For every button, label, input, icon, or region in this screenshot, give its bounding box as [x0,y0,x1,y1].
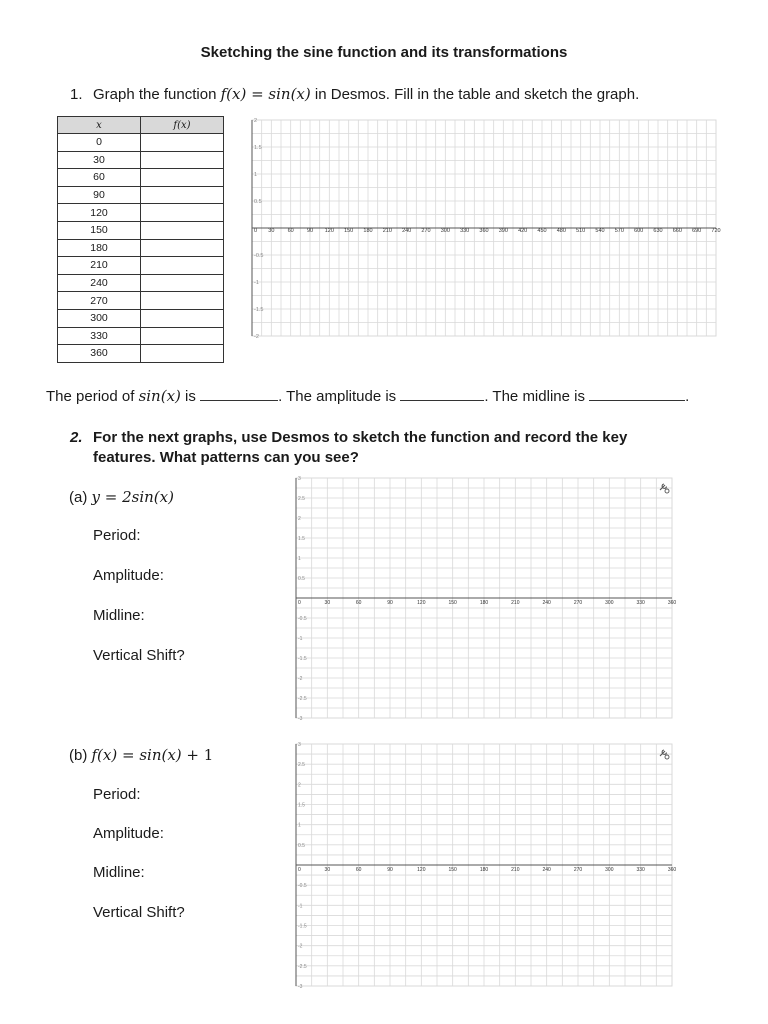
x-tick-label: 360 [667,867,677,873]
y-tick-label: 1.5 [298,802,305,809]
y-tick-label: 1 [298,556,301,562]
part-a-lhs: y [91,488,100,506]
x-tick-label: 60 [287,228,294,234]
x-tick-label: 480 [556,228,566,234]
y-tick-label: 0.5 [254,199,262,205]
midline-blank[interactable] [589,388,685,401]
x-tick-label: 240 [402,228,412,234]
table-row [58,327,224,345]
table-row [58,151,224,169]
y-tick-label: 2 [254,118,258,124]
table-cell-fx[interactable] [141,239,224,257]
table-cell-fx[interactable] [141,327,224,345]
table-row [58,204,224,222]
part-b-amplitude-label: Amplitude: [93,825,164,842]
table-cell-x: 180 [58,239,141,257]
y-tick-label: -2 [298,943,303,950]
x-tick-label: 120 [417,867,426,873]
x-tick-label: 210 [382,228,392,234]
table-cell-fx[interactable] [141,257,224,275]
y-tick-label: 1.5 [298,536,305,542]
table-cell-fx[interactable] [141,151,224,169]
y-tick-label: -1.5 [298,656,307,662]
question-1-func-rhs: sin(x) [268,85,311,103]
values-table-header-row [58,117,224,134]
y-tick-label: -3 [298,984,303,990]
x-tick-label: 450 [537,228,547,234]
x-tick-label: 180 [363,228,373,234]
x-tick-label: 150 [448,600,457,606]
period-func: sin(x) [138,387,181,405]
part-b-rhs: sin(x) [139,746,182,764]
x-tick-label: 240 [542,867,551,873]
table-cell-fx[interactable] [141,134,224,152]
x-tick-label: 300 [440,228,450,234]
y-tick-label: 1.5 [254,145,262,151]
part-b-equation [69,746,213,764]
period-blank[interactable] [200,388,278,401]
part-a-equals: = [99,488,123,506]
table-cell-x: 240 [58,274,141,292]
table-cell-fx[interactable] [141,274,224,292]
x-tick-label: 30 [268,228,275,234]
part-a-label: (a) [69,489,92,506]
period-sentence [46,387,689,405]
x-tick-label: 330 [460,228,470,234]
values-table [57,116,224,363]
table-cell-x: 30 [58,151,141,169]
x-tick-label: 270 [573,867,583,873]
y-tick-label: -1 [298,636,303,642]
part-a-period-label: Period: [93,527,141,544]
question-1 [70,85,639,103]
y-tick-label: -0.5 [298,883,307,890]
table-cell-x: 150 [58,221,141,239]
x-tick-label: 90 [306,228,314,234]
x-tick-label: 720 [711,228,721,234]
table-cell-fx[interactable] [141,345,224,363]
period-text-1: The period of [46,388,139,405]
question-1-number: 1. [70,86,83,103]
part-a-rhs: 2sin(x) [122,488,174,506]
y-tick-label: 2.5 [298,762,305,769]
x-tick-label: 390 [498,228,508,234]
table-row [58,274,224,292]
x-tick-label: 360 [479,228,489,234]
table-cell-x: 0 [58,134,141,152]
y-tick-label: -0.5 [254,253,264,259]
x-tick-label: 150 [448,867,457,873]
table-cell-fx[interactable] [141,221,224,239]
part-b-equals: = [117,746,140,764]
x-tick-label: 180 [479,600,489,606]
x-tick-label: 660 [672,228,682,234]
part-b-midline-label: Midline: [93,864,145,881]
wrench-icon [660,750,669,759]
table-cell-fx[interactable] [141,309,224,327]
part-a-midline-label: Midline: [93,607,145,624]
table-row [58,169,224,187]
table-cell-x: 270 [58,292,141,310]
question-1-text-before: Graph the function [93,86,221,103]
x-tick-label: 30 [324,867,331,873]
table-cell-x: 60 [58,169,141,187]
x-tick-label: 0 [298,867,301,873]
x-tick-label: 300 [605,867,614,873]
table-header-x: x [58,117,141,134]
table-row [58,292,224,310]
y-tick-label: 2.5 [298,496,305,502]
x-tick-label: 120 [417,600,426,606]
x-tick-label: 240 [542,600,551,606]
x-tick-label: 360 [667,600,677,606]
x-tick-label: 90 [387,867,393,873]
y-tick-label: 0.5 [298,576,305,582]
part-b-period-label: Period: [93,786,141,803]
x-tick-label: 630 [653,228,663,234]
x-tick-label: 540 [595,228,605,234]
x-tick-label: 330 [636,867,645,873]
x-tick-label: 300 [605,600,614,606]
table-row [58,257,224,275]
x-tick-label: 0 [298,600,301,606]
table-row [58,134,224,152]
y-tick-label: 3 [298,742,301,748]
x-tick-label: 690 [692,228,702,234]
table-cell-x: 330 [58,327,141,345]
period-text-2: is [180,388,201,405]
x-tick-label: 420 [518,228,528,234]
x-tick-label: 180 [479,867,489,873]
y-tick-label: 1 [298,822,301,829]
x-tick-label: 330 [636,600,645,606]
table-cell-x: 210 [58,257,141,275]
table-cell-fx[interactable] [141,169,224,187]
y-tick-label: -2 [298,676,303,682]
table-header-fx: f(x) [141,117,224,134]
y-tick-label: -1.5 [254,307,264,313]
amplitude-blank[interactable] [400,388,484,401]
wrench-icon [660,484,669,493]
table-row [58,221,224,239]
y-tick-label: -0.5 [298,616,307,622]
question-1-text-after: in Desmos. Fill in the table and sketch the graph. [310,86,640,103]
period-text-5: . [685,388,690,405]
question-1-func-lhs: f(x) [220,85,247,103]
table-row [58,309,224,327]
y-tick-label: -2.5 [298,963,307,970]
graph-1-grid[interactable] [248,118,721,340]
y-tick-label: -2 [254,334,259,340]
question-2-line-2: features. What patterns can you see? [93,449,359,466]
x-tick-label: 510 [576,228,586,234]
table-cell-fx[interactable] [141,292,224,310]
table-row [58,345,224,363]
x-tick-label: 270 [421,228,431,234]
x-tick-label: 150 [344,228,354,234]
x-tick-label: 30 [324,600,331,606]
values-table-body [58,134,224,363]
y-tick-label: -1 [298,903,303,910]
table-cell-fx[interactable] [141,204,224,222]
x-tick-label: 120 [324,228,334,234]
part-a-equation [69,488,174,506]
table-cell-x: 120 [58,204,141,222]
question-1-equals: = [246,85,269,103]
graph-a-grid[interactable] [290,476,677,722]
question-2-line-1: For the next graphs, use Desmos to sketch the function and record the key [93,429,628,446]
x-tick-label: 210 [511,867,520,873]
part-b-const: 1 [203,746,214,764]
part-b-lhs: f(x) [91,746,118,764]
y-tick-label: -1 [254,280,259,286]
x-tick-label: 90 [387,600,393,606]
x-tick-label: 60 [355,600,362,606]
y-tick-label: -3 [298,716,303,722]
question-2 [70,428,690,468]
part-b-vertical-shift-label: Vertical Shift? [93,904,185,921]
part-b-label: (b) [69,747,92,764]
table-cell-x: 360 [58,345,141,363]
x-tick-label: 270 [573,600,583,606]
table-cell-x: 90 [58,186,141,204]
part-a-vertical-shift-label: Vertical Shift? [93,647,185,664]
y-tick-label: 1 [254,172,258,178]
graph-b-grid[interactable] [290,742,677,990]
table-cell-x: 300 [58,309,141,327]
page-title: Sketching the sine function and its transformations [200,44,568,61]
table-cell-fx[interactable] [141,186,224,204]
x-tick-label: 570 [614,228,624,234]
y-tick-label: -1.5 [298,923,307,930]
x-tick-label: 0 [254,228,258,234]
part-b-plus: + [181,746,204,764]
x-tick-label: 210 [511,600,520,606]
table-row [58,239,224,257]
y-tick-label: 2 [298,516,301,522]
period-text-3: . The amplitude is [278,388,401,405]
y-tick-label: -2.5 [298,696,307,702]
y-tick-label: 0.5 [298,842,305,849]
x-tick-label: 600 [634,228,644,234]
question-2-number: 2. [70,429,83,446]
table-row [58,186,224,204]
period-text-4: . The midline is [484,388,590,405]
x-tick-label: 60 [355,867,362,873]
part-a-amplitude-label: Amplitude: [93,567,164,584]
y-tick-label: 3 [298,476,301,482]
y-tick-label: 2 [298,782,301,789]
